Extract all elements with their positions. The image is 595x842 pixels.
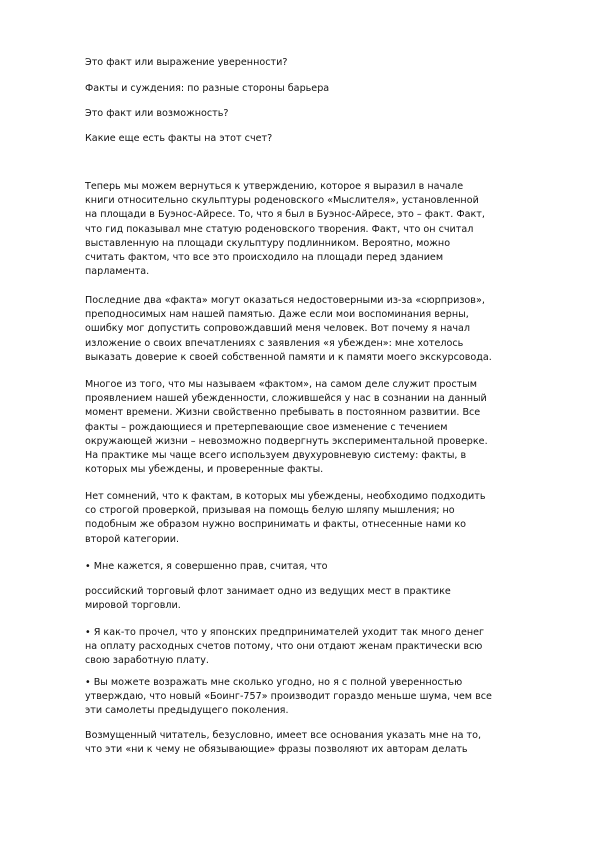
- heading-other-facts: Какие еще есть факты на этот счет?: [85, 133, 273, 144]
- bullet-item-japanese-businessmen: [85, 626, 547, 669]
- paragraph-merchant-fleet-continued: [85, 585, 547, 613]
- text-line: второй категории.: [85, 533, 180, 545]
- paragraph-reader-objection: [85, 729, 547, 757]
- paragraph-memory-surprises: [85, 294, 547, 365]
- text-line: что гид показывал мне статую роденовского творения. Факт, что он считал: [85, 223, 474, 235]
- paragraph-thinker-statue: [85, 180, 547, 279]
- text-line: что эти «ни к чему не обязывающие» фразы позволяют их авторам делать: [85, 744, 468, 756]
- text-line: Возмущенный читатель, безусловно, имеет все основания указать мне на то,: [85, 730, 482, 741]
- text-line: считать фактом, что все это происходило на площади перед зданием: [85, 252, 444, 264]
- text-line: На практике мы чаще всего используем двухуровневую систему: факты, в: [85, 450, 467, 462]
- text-line: подобным же образом нужно воспринимать и факты, отнесенные нами ко: [85, 519, 467, 531]
- text-line: эти самолеты предыдущего поколения.: [85, 705, 289, 717]
- text-line: Многое из того, что мы называем «фактом», на самом деле служит простым: [85, 379, 478, 390]
- heading-fact-or-belief: Это факт или выражение уверенности?: [85, 57, 288, 68]
- text-line: выставленную на площади скульптуру подлинником. Вероятно, можно: [85, 237, 451, 249]
- bullet-item-merchant-fleet: [85, 560, 547, 574]
- text-line: окружающей жизни – невозможно подвергнуть экспериментальной проверке.: [85, 435, 488, 447]
- bullet-item-boeing: [85, 676, 547, 719]
- text-line: парламента.: [85, 266, 150, 278]
- text-line: которых мы убеждены, и проверенные факты.: [85, 464, 324, 476]
- text-line: Теперь мы можем вернуться к утверждению, которое я выразил в начале: [85, 181, 464, 192]
- text-line: на площади в Буэнос-Айресе. То, что я был в Буэнос-Айресе, это – факт. Факт,: [85, 209, 485, 221]
- text-line: выказать доверие к своей собственной памяти и к памяти моего экскурсовода.: [85, 351, 492, 363]
- text-line: • Мне кажется, я совершенно прав, считая, что: [85, 561, 328, 572]
- text-line: мировой торговли.: [85, 600, 181, 612]
- paragraph-white-hat: [85, 490, 547, 547]
- text-line: преподносимых нам нашей памятью. Даже если мои воспоминания верны,: [85, 309, 469, 321]
- heading-facts-and-judgments: Факты и суждения: по разные стороны барьера: [85, 83, 330, 94]
- text-line: на оплату расходных счетов потому, что они отдают женам практически всю: [85, 641, 483, 653]
- text-line: Нет сомнений, что к фактам, в которых мы убеждены, необходимо подходить: [85, 491, 486, 502]
- text-line: ошибку мог допустить сопровождавший меня человек. Вот почему я начал: [85, 323, 471, 335]
- text-line: Последние два «факта» могут оказаться недостоверными из-за «сюрпризов»,: [85, 295, 485, 306]
- text-line: • Вы можете возражать мне сколько угодно, но я с полной уверенностью: [85, 677, 463, 688]
- text-line: российский торговый флот занимает одно из ведущих мест в практике: [85, 586, 451, 597]
- paragraph-conviction: [85, 378, 547, 477]
- text-line: изложение о своих впечатлениях с заявления «я убежден»: мне хотелось: [85, 337, 464, 349]
- text-line: утверждаю, что новый «Боинг-757» производит гораздо меньше шума, чем все: [85, 691, 492, 703]
- text-line: • Я как-то прочел, что у японских предпринимателей уходит так много денег: [85, 627, 485, 638]
- heading-fact-or-possibility: Это факт или возможность?: [85, 108, 229, 119]
- text-line: со строгой проверкой, призывая на помощь белую шляпу мышления; но: [85, 505, 455, 517]
- text-line: свою заработную плату.: [85, 655, 209, 667]
- text-line: проявлением нашей убежденности, сложившейся у нас в сознании на данный: [85, 393, 487, 405]
- text-line: книги относительно скульптуры роденовского «Мыслителя», установленной: [85, 195, 479, 207]
- text-line: факты – рождающиеся и претерпевающие свое изменение с течением: [85, 421, 448, 433]
- text-line: момент времени. Жизни свойственно пребывать в постоянном развитии. Все: [85, 407, 481, 419]
